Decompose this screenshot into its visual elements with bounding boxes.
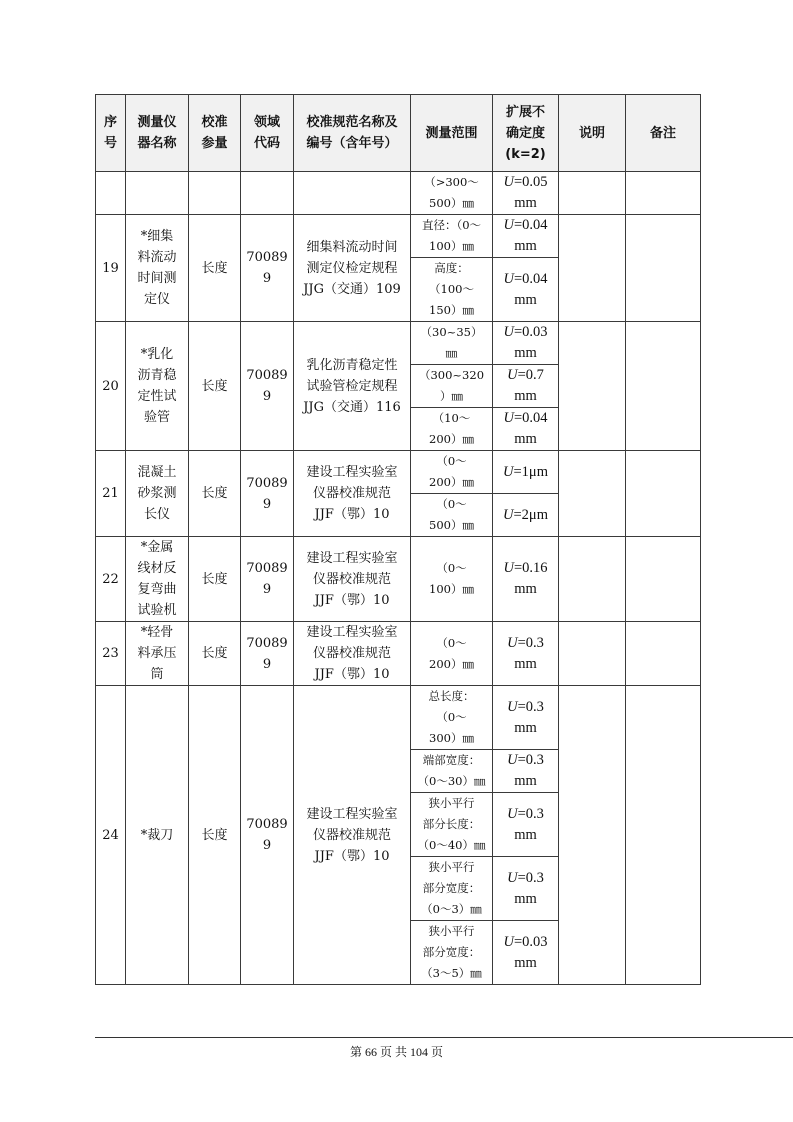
uncertainty-cell: U=0.03 mm	[493, 322, 559, 365]
uncertainty-cell: U=0.04 mm	[493, 408, 559, 451]
footer-divider	[95, 1037, 793, 1038]
range-cell: 总长度： （0～ 300）㎜	[411, 686, 493, 750]
header-cell: 校准规范名称及 编号（含年号）	[294, 95, 411, 172]
remarks-cell	[626, 537, 701, 622]
header-cell: 校准 参量	[189, 95, 241, 172]
row-number: 24	[96, 686, 126, 985]
specification: 乳化沥青稳定性 试验管检定规程 JJG（交通）116	[294, 322, 411, 451]
header-cell: 说明	[559, 95, 626, 172]
range-cell: 高度： （100～ 150）㎜	[411, 258, 493, 322]
description-cell	[559, 686, 626, 985]
u-symbol: U	[503, 410, 514, 426]
u-symbol: U	[507, 805, 518, 822]
description-cell	[559, 622, 626, 686]
instrument-name: *金属 线材反 复弯曲 试验机	[126, 537, 189, 622]
uncertainty-cell: U=0.3 mm	[493, 750, 559, 793]
cell	[626, 172, 701, 215]
remarks-cell	[626, 215, 701, 322]
uncertainty-cell: U=0.16 mm	[493, 537, 559, 622]
header-cell: 测量仪 器名称	[126, 95, 189, 172]
cell	[241, 172, 294, 215]
u-symbol: U	[503, 174, 514, 190]
parameter: 长度	[189, 686, 241, 985]
u-symbol: U	[503, 217, 514, 233]
table-row	[96, 622, 701, 686]
specification: 细集料流动时间 测定仪检定规程 JJG（交通）109	[294, 215, 411, 322]
cell	[96, 172, 126, 215]
range-cell: （30~35） ㎜	[411, 322, 493, 365]
range-cell: （>300～ 500）㎜	[411, 172, 493, 215]
field-code: 70089 9	[241, 322, 294, 451]
remarks-cell	[626, 451, 701, 537]
u-symbol: U	[503, 270, 514, 287]
parameter: 长度	[189, 537, 241, 622]
field-code: 70089 9	[241, 451, 294, 537]
range-cell: （0～ 500）㎜	[411, 494, 493, 537]
range-cell: （10～ 200）㎜	[411, 408, 493, 451]
instrument-name: 混凝土 砂浆测 长仪	[126, 451, 189, 537]
table-row	[96, 322, 701, 365]
u-symbol: U	[507, 367, 518, 383]
row-number: 23	[96, 622, 126, 686]
parameter: 长度	[189, 215, 241, 322]
instrument-name: *乳化 沥青稳 定性试 验管	[126, 322, 189, 451]
header-cell: 测量范围	[411, 95, 493, 172]
header-cell: 备注	[626, 95, 701, 172]
uncertainty-cell: U=0.3 mm	[493, 793, 559, 857]
description-cell	[559, 322, 626, 451]
uncertainty-cell: U=0.03 mm	[493, 921, 559, 985]
field-code: 70089 9	[241, 622, 294, 686]
parameter: 长度	[189, 322, 241, 451]
u-symbol: U	[507, 698, 518, 715]
range-cell: 直径：（0～ 100）㎜	[411, 215, 493, 258]
remarks-cell	[626, 322, 701, 451]
header-cell: 领域 代码	[241, 95, 294, 172]
remarks-cell	[626, 622, 701, 686]
uncertainty-cell: U=2μm	[493, 494, 559, 537]
field-code: 70089 9	[241, 215, 294, 322]
uncertainty-cell: U=0.3 mm	[493, 622, 559, 686]
specification: 建设工程实验室 仪器校准规范 JJF（鄂）10	[294, 622, 411, 686]
range-cell: 狭小平行 部分长度： （0～40）㎜	[411, 793, 493, 857]
uncertainty-cell: U=0.05 mm	[493, 172, 559, 215]
uncertainty-cell: U=0.3 mm	[493, 857, 559, 921]
table-row	[96, 537, 701, 622]
row-number: 22	[96, 537, 126, 622]
u-symbol: U	[503, 560, 514, 576]
specification: 建设工程实验室 仪器校准规范 JJF（鄂）10	[294, 686, 411, 985]
description-cell	[559, 537, 626, 622]
field-code: 70089 9	[241, 537, 294, 622]
header-cell: 扩展不 确定度 (k=2)	[493, 95, 559, 172]
cell	[126, 172, 189, 215]
u-symbol: U	[507, 634, 518, 651]
field-code: 70089 9	[241, 686, 294, 985]
range-cell: 端部宽度： （0～30）㎜	[411, 750, 493, 793]
cell	[189, 172, 241, 215]
u-symbol: U	[503, 506, 514, 523]
row-number: 21	[96, 451, 126, 537]
table-row	[96, 215, 701, 258]
cell	[559, 172, 626, 215]
uncertainty-cell: U=1μm	[493, 451, 559, 494]
uncertainty-cell: U=0.7 mm	[493, 365, 559, 408]
range-cell: （0～ 200）㎜	[411, 622, 493, 686]
description-cell	[559, 215, 626, 322]
description-cell	[559, 451, 626, 537]
instrument-name: *裁刀	[126, 686, 189, 985]
u-symbol: U	[507, 752, 518, 768]
u-symbol: U	[507, 869, 518, 886]
range-cell: （0～ 200）㎜	[411, 451, 493, 494]
row-number: 20	[96, 322, 126, 451]
cell	[294, 172, 411, 215]
u-symbol: U	[503, 324, 514, 340]
page-number: 第 66 页 共 104 页	[349, 1045, 443, 1059]
uncertainty-cell: U=0.04 mm	[493, 215, 559, 258]
header-row	[96, 95, 701, 172]
range-cell: （0～ 100）㎜	[411, 537, 493, 622]
range-cell: （300~320 ）㎜	[411, 365, 493, 408]
instrument-name: *轻骨 料承压 筒	[126, 622, 189, 686]
uncertainty-cell: U=0.04 mm	[493, 258, 559, 322]
header-cell: 序 号	[96, 95, 126, 172]
calibration-table	[95, 94, 701, 985]
range-cell: 狭小平行 部分宽度： （3～5）㎜	[411, 921, 493, 985]
table-row	[96, 172, 701, 215]
row-number: 19	[96, 215, 126, 322]
specification: 建设工程实验室 仪器校准规范 JJF（鄂）10	[294, 451, 411, 537]
parameter: 长度	[189, 451, 241, 537]
range-cell: 狭小平行 部分宽度： （0～3）㎜	[411, 857, 493, 921]
instrument-name: *细集 料流动 时间测 定仪	[126, 215, 189, 322]
specification: 建设工程实验室 仪器校准规范 JJF（鄂）10	[294, 537, 411, 622]
parameter: 长度	[189, 622, 241, 686]
uncertainty-cell: U=0.3 mm	[493, 686, 559, 750]
table-row	[96, 686, 701, 750]
u-symbol: U	[503, 463, 514, 480]
table-row	[96, 451, 701, 494]
u-symbol: U	[503, 933, 514, 950]
remarks-cell	[626, 686, 701, 985]
